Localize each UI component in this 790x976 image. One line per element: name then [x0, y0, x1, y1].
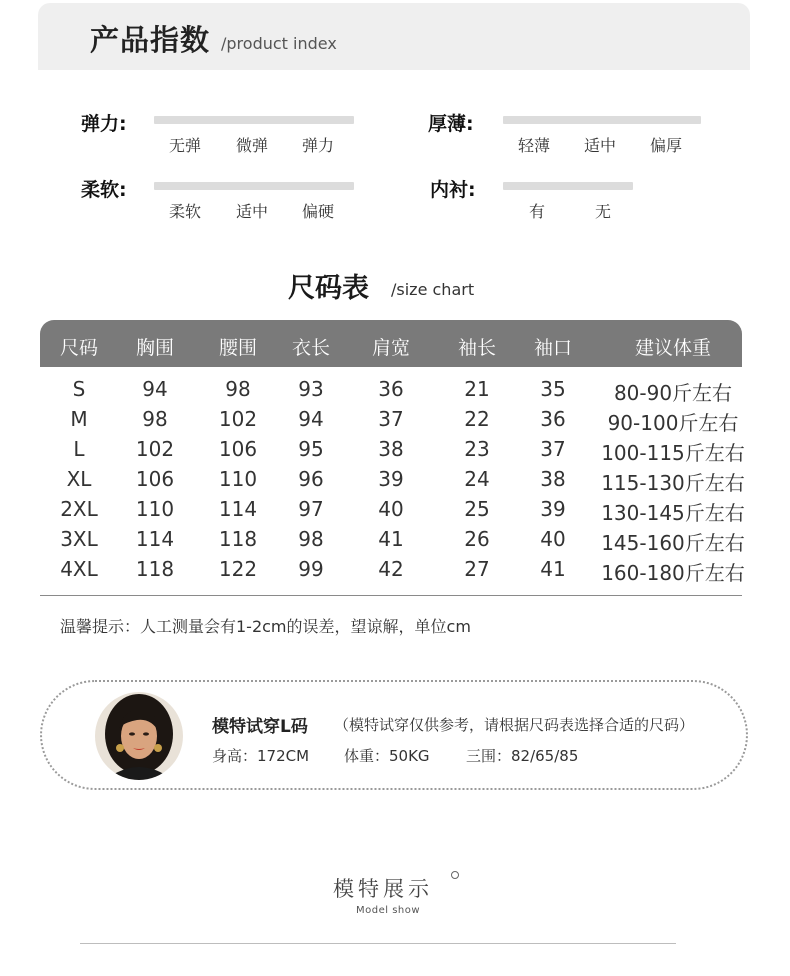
section-title-model-show: 模特展示	[333, 877, 433, 901]
table-cell: 22	[464, 407, 490, 431]
table-cell: 94	[298, 407, 324, 431]
table-cell: 40	[378, 497, 404, 521]
table-cell: 26	[464, 527, 490, 551]
model-weight: 体重：50KG	[344, 747, 430, 765]
section-title-size-chart: 尺码表	[288, 273, 369, 304]
model-measurements: 三围：82/65/85	[466, 747, 579, 765]
table-cell: 122	[218, 557, 258, 581]
table-cell: 106	[135, 467, 175, 491]
table-cell: 115-130斤左右	[601, 471, 745, 495]
attr-option: 无	[595, 202, 612, 221]
table-cell: 118	[218, 527, 258, 551]
table-cell: 35	[540, 377, 566, 401]
column-header: 袖长	[457, 337, 497, 359]
attr-option: 柔软	[169, 202, 202, 221]
table-cell: 21	[464, 377, 490, 401]
table-cell: 114	[135, 527, 175, 551]
column-header: 袖口	[533, 337, 573, 359]
table-cell: 41	[540, 557, 566, 581]
attr-option: 偏厚	[650, 136, 683, 155]
attr-option: 微弹	[236, 136, 269, 155]
table-cell: 99	[298, 557, 324, 581]
attr-label-softness: 柔软:	[81, 179, 127, 201]
section-divider	[80, 943, 676, 944]
table-cell: 25	[464, 497, 490, 521]
table-cell: 94	[142, 377, 168, 401]
section-subtitle-model-show: Model show	[356, 905, 421, 916]
size-cell: M	[70, 407, 88, 431]
table-cell: 98	[225, 377, 251, 401]
attr-bar-softness	[154, 182, 354, 190]
table-cell: 95	[298, 437, 324, 461]
table-cell: 38	[540, 467, 566, 491]
table-cell: 102	[135, 437, 175, 461]
attr-label-lining: 内衬:	[430, 179, 476, 201]
table-cell: 80-90斤左右	[613, 381, 733, 405]
table-cell: 96	[298, 467, 324, 491]
table-cell: 27	[464, 557, 490, 581]
table-cell: 36	[540, 407, 566, 431]
column-header: 胸围	[135, 337, 175, 359]
table-cell: 106	[218, 437, 258, 461]
size-cell: S	[72, 377, 86, 401]
size-cell: 2XL	[60, 497, 98, 521]
column-header: 尺码	[59, 337, 99, 359]
table-cell: 98	[142, 407, 168, 431]
model-heading-note: （模特试穿仅供参考，请根据尺码表选择合适的尺码）	[334, 716, 695, 734]
attr-label-thickness: 厚薄:	[428, 113, 474, 135]
table-cell: 93	[298, 377, 324, 401]
size-cell: XL	[66, 467, 92, 491]
table-cell: 110	[218, 467, 258, 491]
table-cell: 100-115斤左右	[601, 441, 745, 465]
model-heading: 模特试穿L码	[212, 717, 308, 737]
section-subtitle-size-chart: /size chart	[391, 280, 475, 299]
section-subtitle-product-index: /product index	[221, 34, 337, 53]
attr-option: 轻薄	[518, 136, 551, 155]
table-bottom-divider	[40, 595, 742, 596]
table-cell: 90-100斤左右	[607, 411, 739, 435]
table-cell: 114	[218, 497, 258, 521]
attr-option: 弹力	[302, 136, 335, 155]
attr-option: 偏硬	[302, 202, 335, 221]
column-header: 肩宽	[371, 337, 411, 359]
model-height: 身高：172CM	[212, 747, 310, 765]
attr-option: 无弹	[169, 136, 202, 155]
table-cell: 39	[378, 467, 404, 491]
table-cell: 24	[464, 467, 490, 491]
table-cell: 97	[298, 497, 324, 521]
attr-option: 有	[529, 202, 546, 221]
size-cell: 4XL	[60, 557, 98, 581]
table-cell: 130-145斤左右	[601, 501, 745, 525]
table-cell: 39	[540, 497, 566, 521]
attr-option: 适中	[584, 136, 617, 155]
attr-label-elasticity: 弹力:	[81, 113, 127, 135]
table-cell: 40	[540, 527, 566, 551]
table-cell: 41	[378, 527, 404, 551]
attr-bar-thickness	[503, 116, 701, 124]
table-cell: 160-180斤左右	[601, 561, 745, 585]
circle-ornament-icon	[451, 871, 459, 879]
attr-bar-elasticity	[154, 116, 354, 124]
size-cell: 3XL	[60, 527, 98, 551]
table-cell: 37	[378, 407, 404, 431]
column-header: 腰围	[218, 337, 258, 359]
table-cell: 37	[540, 437, 566, 461]
column-header: 建议体重	[634, 337, 712, 359]
attr-option: 适中	[236, 202, 269, 221]
section-title-product-index: 产品指数	[90, 23, 211, 57]
table-cell: 145-160斤左右	[601, 531, 745, 555]
model-avatar	[95, 692, 183, 780]
table-cell: 36	[378, 377, 404, 401]
measurement-note: 温馨提示：人工测量会有1-2cm的误差，望谅解，单位cm	[60, 617, 471, 636]
table-cell: 23	[464, 437, 490, 461]
attr-bar-lining	[503, 182, 633, 190]
size-cell: L	[73, 437, 85, 461]
table-cell: 110	[135, 497, 175, 521]
table-cell: 42	[378, 557, 404, 581]
table-cell: 118	[135, 557, 175, 581]
table-cell: 102	[218, 407, 258, 431]
column-header: 衣长	[291, 337, 331, 359]
table-cell: 98	[298, 527, 324, 551]
table-cell: 38	[378, 437, 404, 461]
